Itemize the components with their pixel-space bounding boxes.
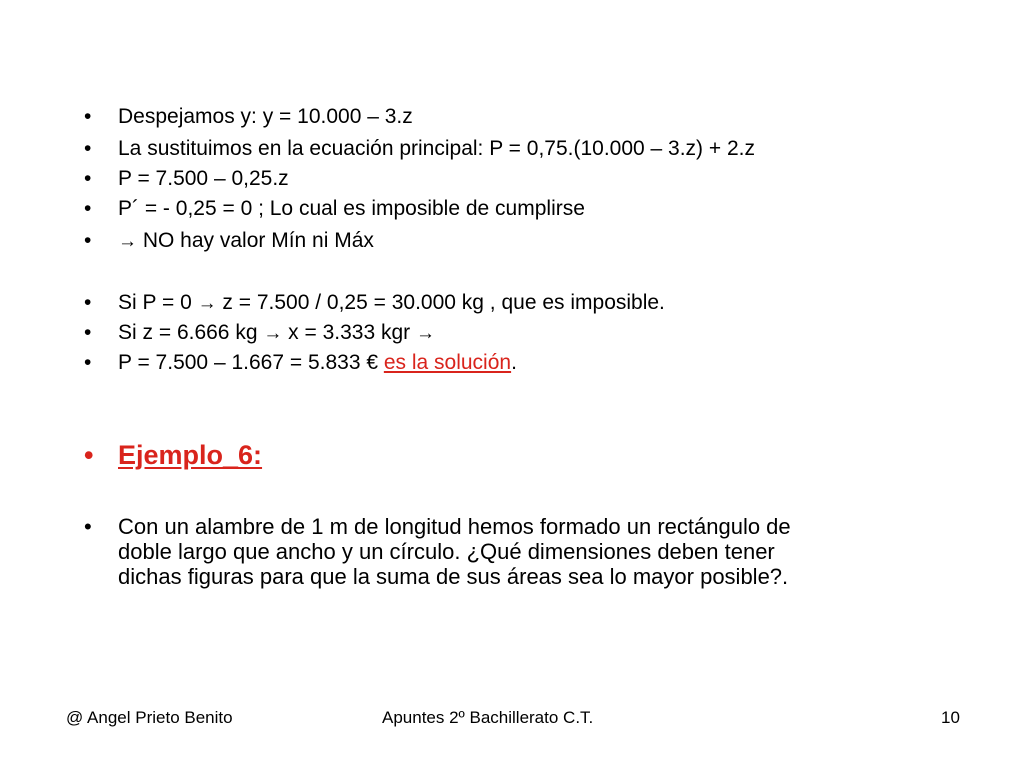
- problem-text: [118, 513, 918, 588]
- bullet-dot: •: [84, 440, 94, 470]
- bullet-text: [118, 228, 374, 254]
- bullet-text: [118, 320, 435, 346]
- bullet-dot: •: [84, 291, 92, 314]
- bullet-text-part: z = 7.500 / 0,25 = 30.000 kg , que es imposible.: [216, 291, 665, 314]
- bullet-text-part: .: [511, 351, 517, 374]
- bullet-text: P´ = - 0,25 = 0 ; Lo cual es imposible de cumplirse: [118, 197, 585, 220]
- arrow-right-icon: →: [197, 293, 217, 314]
- solution-highlight: es la solución: [383, 351, 512, 374]
- bullet-dot: •: [84, 321, 92, 344]
- footer-course: Apuntes 2º Bachillerato C.T.: [382, 708, 594, 727]
- problem-line: Con un alambre de 1 m de longitud hemos formado un rectángulo de: [118, 514, 791, 539]
- bullet-dot: •: [84, 514, 92, 539]
- problem-line: doble largo que ancho y un círculo. ¿Qué dimensiones deben tener: [118, 539, 775, 564]
- footer-page-number: 10: [941, 708, 960, 727]
- bullet-text-part: NO hay valor Mín ni Máx: [137, 229, 374, 252]
- example-title: Ejemplo_6:: [118, 440, 263, 470]
- bullet-text: [118, 350, 517, 375]
- bullet-text: [118, 290, 665, 316]
- bullet-text-part: P = 7.500 – 1.667 = 5.833 €: [118, 351, 384, 374]
- bullet-dot: •: [84, 137, 92, 160]
- arrow-right-icon: →: [118, 231, 137, 252]
- bullet-text-part: Si P = 0: [118, 291, 198, 314]
- bullet-dot: •: [84, 197, 92, 220]
- arrow-right-icon: →: [416, 323, 436, 344]
- bullet-text-part: x = 3.333 kgr: [282, 321, 417, 344]
- bullet-dot: •: [84, 105, 92, 128]
- bullet-dot: •: [84, 167, 92, 190]
- bullet-text: P = 7.500 – 0,25.z: [118, 167, 289, 190]
- bullet-dot: •: [84, 229, 92, 252]
- bullet-text-part: Si z = 6.666 kg: [118, 321, 264, 344]
- bullet-dot: •: [84, 351, 92, 374]
- arrow-right-icon: →: [263, 323, 283, 344]
- bullet-text: La sustituimos en la ecuación principal: P = 0,75.(10.000 – 3.z) + 2.z: [118, 137, 755, 160]
- footer-author: @ Angel Prieto Benito: [66, 708, 233, 727]
- bullet-text: Despejamos y: y = 10.000 – 3.z: [118, 105, 413, 128]
- problem-line: dichas figuras para que la suma de sus áreas sea lo mayor posible?.: [118, 564, 789, 589]
